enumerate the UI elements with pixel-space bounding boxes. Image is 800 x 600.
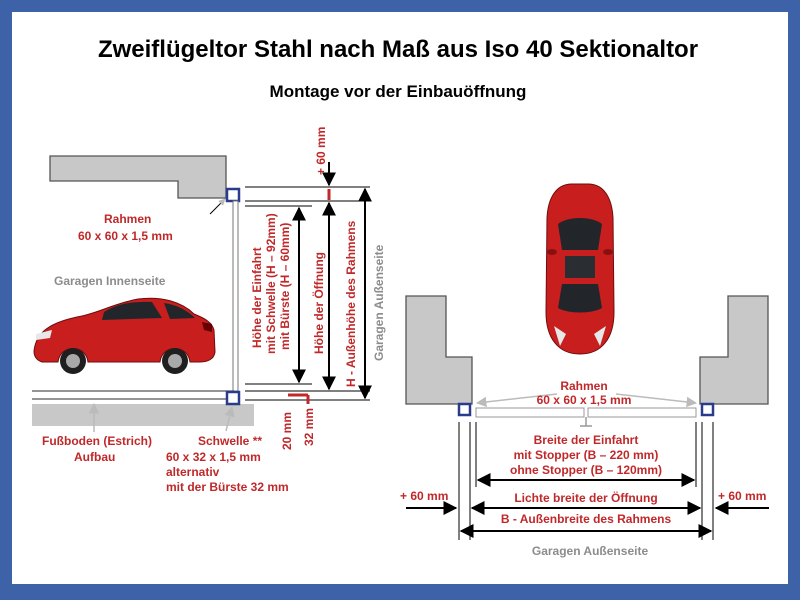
dim-32-label: 32 mm (302, 407, 316, 446)
dim-20-label: 20 mm (280, 411, 294, 450)
entry-width-label-3: ohne Stopper (B – 120mm) (509, 463, 663, 477)
clear-width-label: Lichte breite der Öffnung (514, 491, 658, 505)
left-wall-plan (406, 296, 472, 404)
entry-width-label-2: mit Stopper (B – 220 mm) (513, 448, 659, 462)
outer-width-label: B - Außenbreite des Rahmens (500, 512, 672, 526)
entry-height-label-1: Höhe der Einfahrt (250, 247, 264, 348)
door-leaf-right-plan (588, 408, 696, 417)
entry-width-label-1: Breite der Einfahrt (533, 433, 639, 447)
car-top-view-image (546, 184, 614, 354)
floor-label-1: Fußboden (Estrich) (42, 434, 152, 448)
sill-label-4: mit der Bürste 32 mm (166, 480, 289, 494)
frame-square-left-plan (459, 404, 470, 415)
floor-label-2: Aufbau (74, 450, 116, 464)
car-side-view-image (34, 298, 215, 374)
plus60-label-left: + 60 mm (314, 126, 328, 175)
sill-label-1: Schwelle ** (198, 434, 263, 448)
entry-height-label-2: mit Schwelle (H – 92mm) (264, 213, 278, 354)
outer-height-label: H - Außenhöhe des Rahmens (344, 220, 358, 387)
door-leaf-left-plan (476, 408, 584, 417)
frame-square-right-plan (702, 404, 713, 415)
door-leaf-side (233, 201, 238, 391)
top-frame-square (227, 189, 239, 201)
sill-label-2: 60 x 32 x 1,5 mm (166, 450, 261, 464)
entry-height-label-3: mit Bürste (H – 60mm) (278, 222, 292, 350)
diagram-canvas (12, 12, 788, 584)
bottom-frame-square (227, 392, 239, 404)
outside-label-vertical: Garagen Außenseite (372, 244, 386, 361)
frame-label-left-2: 60 x 60 x 1,5 mm (78, 229, 173, 243)
lintel-wall (50, 156, 226, 198)
page-title: Zweiflügeltor Stahl nach Maß aus Iso 40 Sektionaltor (97, 36, 699, 63)
inside-label: Garagen Innenseite (54, 274, 166, 288)
garage-floor (32, 404, 254, 426)
outside-label-bottom: Garagen Außenseite (531, 544, 649, 558)
right-wall-plan (700, 296, 768, 404)
plus60-label-right-plan: + 60 mm (718, 489, 767, 503)
sill-label-3: alternativ (166, 465, 220, 479)
diagram-svg (12, 12, 788, 584)
frame-label-right-2: 60 x 60 x 1,5 mm (536, 393, 632, 407)
frame-label-right-1: Rahmen (560, 379, 608, 393)
frame-label-left-1: Rahmen (104, 212, 152, 226)
plus60-label-left-plan: + 60 mm (400, 489, 449, 503)
frame-pointer-arrow (210, 199, 225, 214)
opening-height-label: Höhe der Öffnung (312, 252, 326, 354)
page-subtitle: Montage vor der Einbauöffnung (269, 82, 527, 101)
